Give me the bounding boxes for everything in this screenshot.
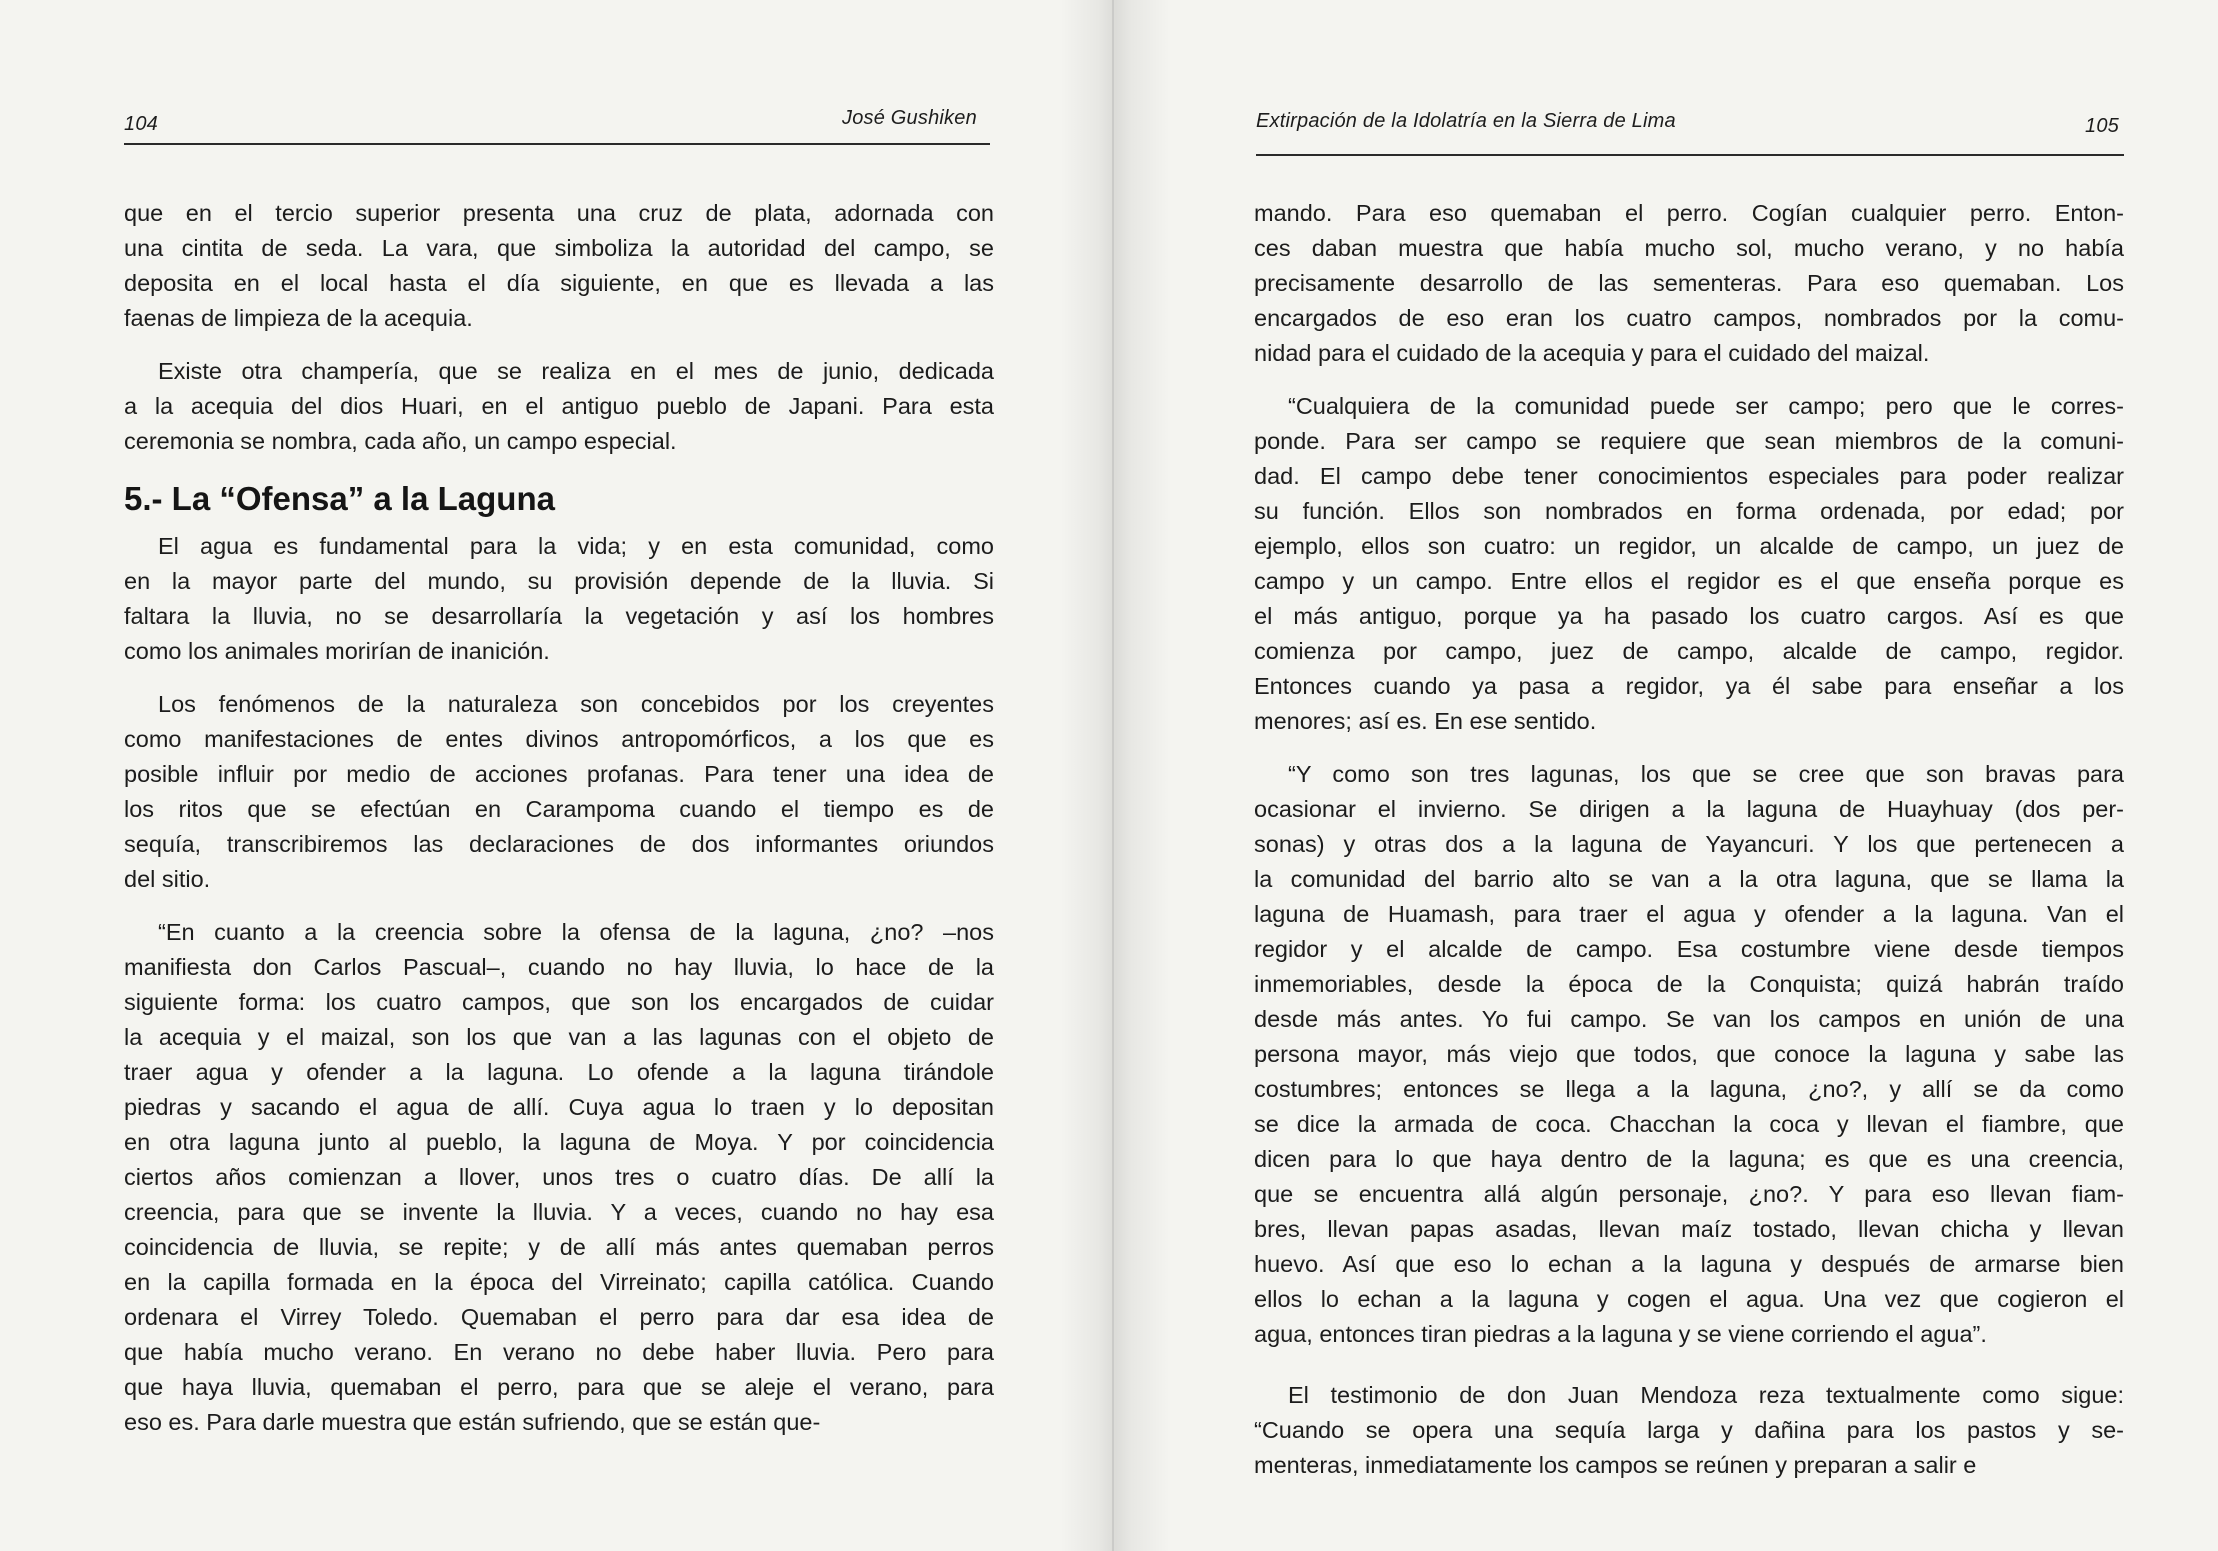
text-line: comienza por campo, juez de campo, alcalde de campo, regidor. (1254, 638, 2124, 664)
text-line: inmemoriables, desde la época de la Conquista; quizá habrán traído (1254, 971, 2124, 997)
text-line: que haya lluvia, quemaban el perro, para que se aleje el verano, para (124, 1374, 994, 1400)
paragraph (124, 687, 994, 897)
text-line: costumbres; entonces se llega a la laguna, ¿no?, y allí se da como (1254, 1076, 2124, 1102)
text-line: la acequia y el maizal, son los que van a las lagunas con el objeto de (124, 1024, 994, 1050)
book-gutter (1060, 0, 1170, 1551)
text-line: Entonces cuando ya pasa a regidor, ya él sabe para enseñar a los (1254, 673, 2124, 699)
text-line: su función. Ellos son nombrados en forma ordenada, por edad; por (1254, 498, 2124, 524)
text-line: dad. El campo debe tener conocimientos especiales para poder realizar (1254, 463, 2124, 489)
text-line: los ritos que se efectúan en Carampoma cuando el tiempo es de (124, 796, 994, 822)
text-line: en otra laguna junto al pueblo, la laguna de Moya. Y por coincidencia (124, 1129, 994, 1155)
text-line: ciertos años comienzan a llover, unos tres o cuatro días. De allí la (124, 1164, 994, 1190)
paragraph (124, 354, 994, 459)
text-line: faenas de limpieza de la acequia. (124, 305, 473, 331)
text-line: sequía, transcribiremos las declaraciones de dos informantes oriundos (124, 831, 994, 857)
right-running-head: Extirpación de la Idolatría en la Sierra de Lima (1256, 110, 1676, 132)
right-header-rule (1256, 154, 2124, 156)
text-line: manifiesta don Carlos Pascual–, cuando no hay lluvia, lo hace de la (124, 954, 994, 980)
text-line: “Cualquiera de la comunidad puede ser campo; pero que le corres- (1288, 393, 2124, 419)
text-line: precisamente desarrollo de las sementeras. Para eso quemaban. Los (1254, 270, 2124, 296)
text-line: mando. Para eso quemaban el perro. Cogían cualquier perro. Enton- (1254, 200, 2124, 226)
right-page-number: 105 (2085, 115, 2119, 137)
text-line: del sitio. (124, 866, 211, 892)
text-line: dicen para lo que haya dentro de la laguna; es que es una creencia, (1254, 1146, 2124, 1172)
text-line: “En cuanto a la creencia sobre la ofensa de la laguna, ¿no? –nos (158, 919, 994, 945)
left-running-head: José Gushiken (842, 107, 977, 129)
text-line: El agua es fundamental para la vida; y en esta comunidad, como (158, 533, 994, 559)
text-line: que había mucho verano. En verano no debe haber lluvia. Pero para (124, 1339, 994, 1365)
paragraph (1254, 196, 2124, 371)
text-line: eso es. Para darle muestra que están sufriendo, que se están que- (124, 1409, 821, 1435)
text-line: ces daban muestra que había mucho sol, mucho verano, y no había (1254, 235, 2124, 261)
text-line: creencia, para que se invente la lluvia. Y a veces, cuando no hay esa (124, 1199, 994, 1225)
paragraph (1254, 1378, 2124, 1483)
text-line: en la capilla formada en la época del Virreinato; capilla católica. Cuando (124, 1269, 994, 1295)
paragraph (124, 529, 994, 669)
text-line: Los fenómenos de la naturaleza son concebidos por los creyentes (158, 691, 994, 717)
text-line: como manifestaciones de entes divinos antropomórficos, a los que es (124, 726, 994, 752)
text-line: regidor y el alcalde de campo. Esa costumbre viene desde tiempos (1254, 936, 2124, 962)
text-line: que se encuentra allá algún personaje, ¿no?. Y para eso llevan fiam- (1254, 1181, 2124, 1207)
text-line: nidad para el cuidado de la acequia y para el cuidado del maizal. (1254, 340, 1930, 366)
paragraph (1254, 389, 2124, 739)
text-line: sonas) y otras dos a la laguna de Yayancuri. Y los que pertenecen a (1254, 831, 2124, 857)
text-line: una cintita de seda. La vara, que simboliza la autoridad del campo, se (124, 235, 994, 261)
left-body-text (124, 196, 994, 1440)
text-line: traer agua y ofender a la laguna. Lo ofende a la laguna tirándole (124, 1059, 994, 1085)
paragraph (1254, 757, 2124, 1352)
text-line: piedras y sacando el agua de allí. Cuya agua lo traen y lo depositan (124, 1094, 994, 1120)
text-line: a la acequia del dios Huari, en el antiguo pueblo de Japani. Para esta (124, 393, 994, 419)
text-line: coincidencia de lluvia, se repite; y de allí más antes quemaban perros (124, 1234, 994, 1260)
text-line: bres, llevan papas asadas, llevan maíz tostado, llevan chicha y llevan (1254, 1216, 2124, 1242)
text-line: como los animales morirían de inanición. (124, 638, 550, 664)
text-line: el más antiguo, porque ya ha pasado los cuatro cargos. Así es que (1254, 603, 2124, 629)
text-line: menores; así es. En ese sentido. (1254, 708, 1597, 734)
paragraph (124, 915, 994, 1440)
text-line: “Cuando se opera una sequía larga y dañina para los pastos y se- (1254, 1417, 2124, 1443)
text-line: posible influir por medio de acciones profanas. Para tener una idea de (124, 761, 994, 787)
text-line: desde más antes. Yo fui campo. Se van los campos en unión de una (1254, 1006, 2124, 1032)
left-page-number: 104 (124, 113, 158, 135)
text-line: ponde. Para ser campo se requiere que sean miembros de la comuni- (1254, 428, 2124, 454)
text-line: huevo. Así que eso lo echan a la laguna y después de armarse bien (1254, 1251, 2124, 1277)
text-line: ejemplo, ellos son cuatro: un regidor, un alcalde de campo, un juez de (1254, 533, 2124, 559)
text-line: siguiente forma: los cuatro campos, que son los encargados de cuidar (124, 989, 994, 1015)
text-line: deposita en el local hasta el día siguiente, en que es llevada a las (124, 270, 994, 296)
text-line: persona mayor, más viejo que todos, que conoce la laguna y sabe las (1254, 1041, 2124, 1067)
text-line: en la mayor parte del mundo, su provisión depende de la lluvia. Si (124, 568, 994, 594)
right-body-text (1254, 196, 2124, 1483)
text-line: encargados de eso eran los cuatro campos, nombrados por la comu- (1254, 305, 2124, 331)
paragraph (124, 196, 994, 336)
text-line: campo y un campo. Entre ellos el regidor es el que enseña porque es (1254, 568, 2124, 594)
text-line: ellos lo echan a la laguna y cogen el agua. Una vez que cogieron el (1254, 1286, 2124, 1312)
gutter-fold (1112, 0, 1114, 1551)
section-heading: 5.- La “Ofensa” a la Laguna (124, 480, 555, 517)
text-line: menteras, inmediatamente los campos se reúnen y preparan a salir e (1254, 1452, 1977, 1478)
text-line: agua, entonces tiran piedras a la laguna y se viene corriendo el agua”. (1254, 1321, 1987, 1347)
text-line: laguna de Huamash, para traer el agua y ofender a la laguna. Van el (1254, 901, 2124, 927)
text-line: El testimonio de don Juan Mendoza reza textualmente como sigue: (1288, 1382, 2124, 1408)
text-line: faltara la lluvia, no se desarrollaría la vegetación y así los hombres (124, 603, 994, 629)
text-line: que en el tercio superior presenta una cruz de plata, adornada con (124, 200, 994, 226)
text-line: Existe otra champería, que se realiza en el mes de junio, dedicada (158, 358, 994, 384)
text-line: ordenara el Virrey Toledo. Quemaban el perro para dar esa idea de (124, 1304, 994, 1330)
left-header-rule (124, 143, 990, 145)
text-line: ocasionar el invierno. Se dirigen a la laguna de Huayhuay (dos per- (1254, 796, 2124, 822)
text-line: se dice la armada de coca. Chacchan la coca y llevan el fiambre, que (1254, 1111, 2124, 1137)
text-line: ceremonia se nombra, cada año, un campo especial. (124, 428, 677, 454)
text-line: la comunidad del barrio alto se van a la otra laguna, que se llama la (1254, 866, 2124, 892)
text-line: “Y como son tres lagunas, los que se cree que son bravas para (1288, 761, 2124, 787)
